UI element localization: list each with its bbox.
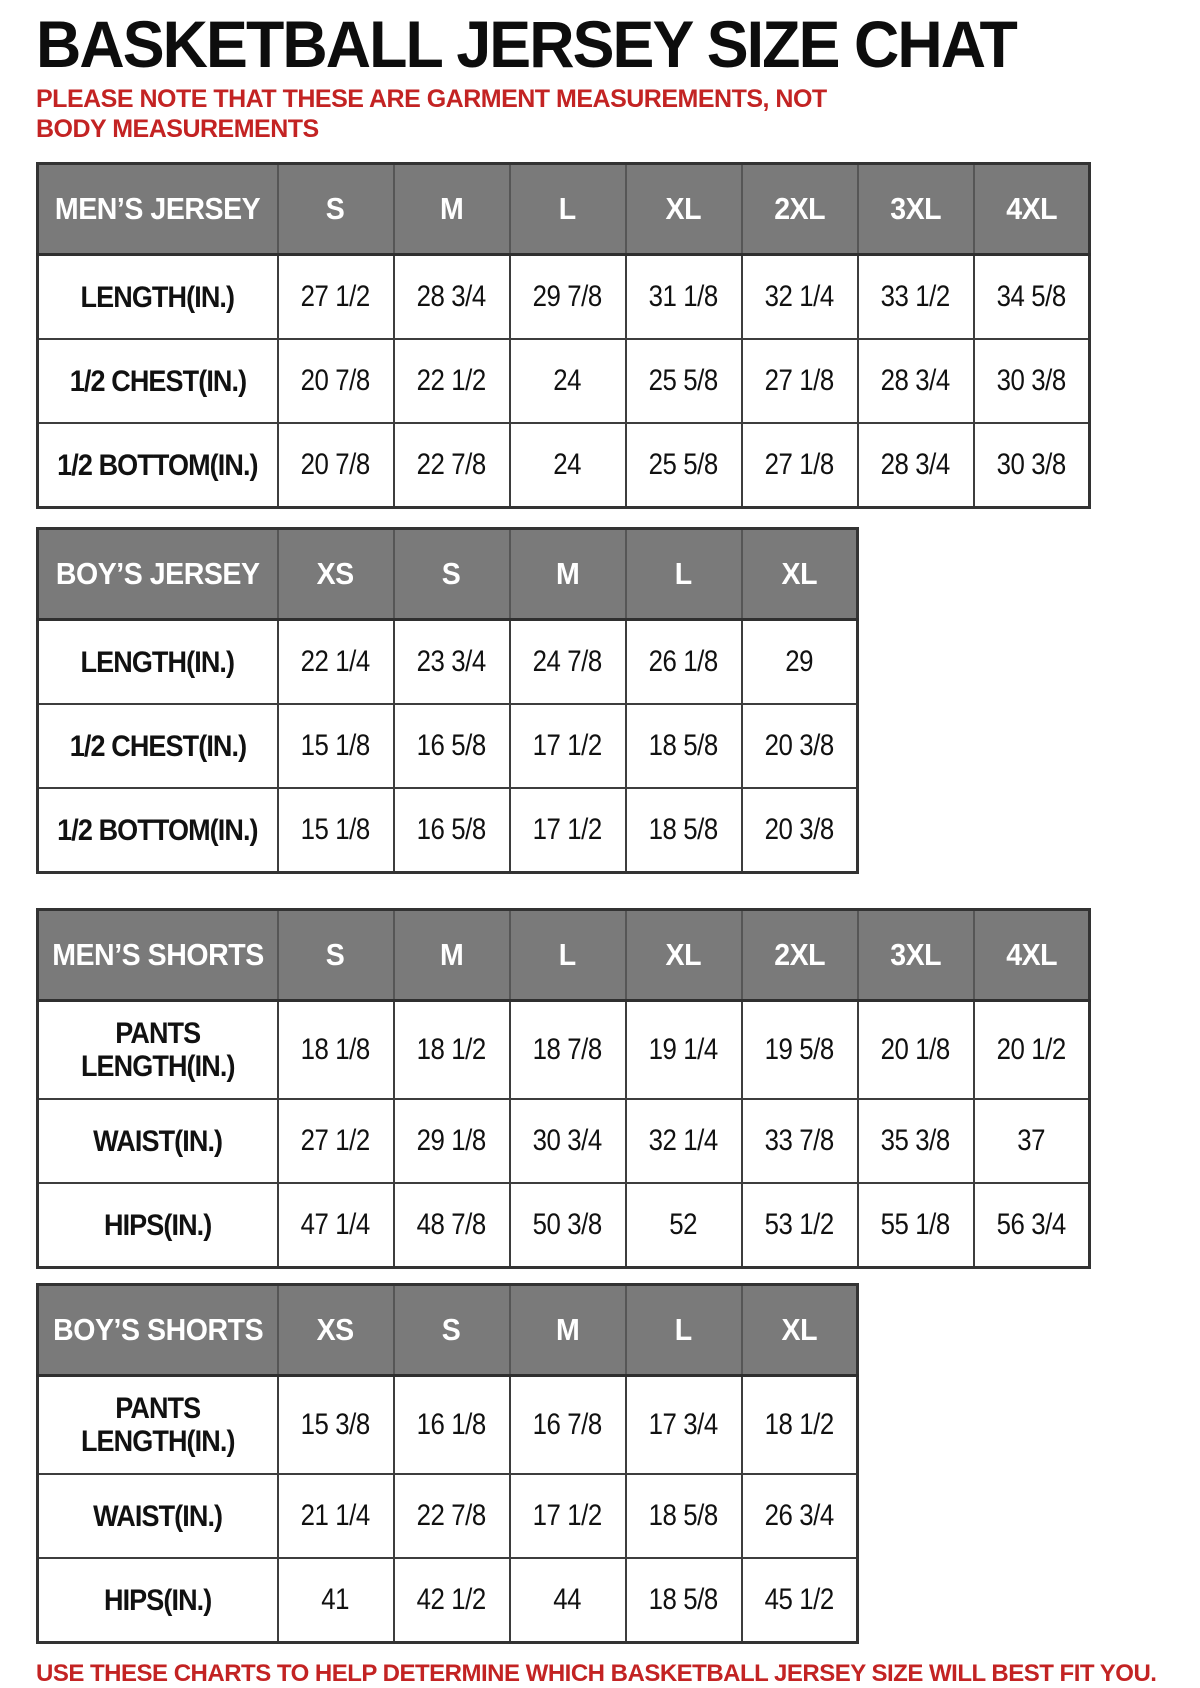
measurement-label: HIPS(IN.) bbox=[104, 1208, 212, 1242]
mens-shorts-size-header-3xl bbox=[858, 910, 974, 1001]
measurement-label: HIPS(IN.) bbox=[104, 1583, 212, 1617]
measurement-value: 17 1/2 bbox=[532, 1499, 603, 1533]
size-header-label: 2XL bbox=[774, 937, 825, 973]
mens-shorts-value-0-6 bbox=[974, 1001, 1090, 1100]
mens-jersey-value-0-1 bbox=[394, 255, 510, 340]
measurement-value: 33 1/2 bbox=[880, 280, 951, 314]
measurement-value: 27 1/8 bbox=[764, 364, 835, 398]
boys-shorts-table-section bbox=[36, 1283, 1200, 1644]
measurement-value: 27 1/2 bbox=[300, 280, 371, 314]
mens-jersey-value-2-1 bbox=[394, 423, 510, 508]
measurement-label: PANTS LENGTH(IN.) bbox=[80, 1017, 235, 1084]
measurement-value: 30 3/8 bbox=[996, 448, 1066, 482]
mens-jersey-value-1-0 bbox=[278, 339, 394, 423]
mens-jersey-value-0-6 bbox=[974, 255, 1090, 340]
size-header-label: XS bbox=[316, 1312, 355, 1348]
mens-jersey-value-2-3 bbox=[626, 423, 742, 508]
measurement-value: 18 5/8 bbox=[648, 1499, 719, 1533]
mens-jersey-value-2-5 bbox=[858, 423, 974, 508]
mens-jersey-value-1-1 bbox=[394, 339, 510, 423]
mens-shorts-value-2-2 bbox=[510, 1183, 626, 1268]
boys-jersey-value-2-3 bbox=[626, 788, 742, 873]
mens-shorts-value-2-3 bbox=[626, 1183, 742, 1268]
measurement-value: 27 1/8 bbox=[764, 448, 835, 482]
boys-jersey-name-cell bbox=[38, 529, 278, 620]
mens-shorts-size-header-l bbox=[510, 910, 626, 1001]
mens-jersey-row-2 bbox=[38, 423, 1090, 508]
mens-shorts-value-2-1 bbox=[394, 1183, 510, 1268]
measurement-value: 22 1/4 bbox=[300, 645, 371, 679]
mens-shorts-value-1-1 bbox=[394, 1099, 510, 1183]
mens-shorts-name-cell bbox=[38, 910, 278, 1001]
measurement-value: 32 1/4 bbox=[764, 280, 835, 314]
measurement-value: 19 5/8 bbox=[764, 1033, 835, 1067]
mens-jersey-table-section bbox=[36, 162, 1200, 509]
measurement-value: 28 3/4 bbox=[880, 364, 951, 398]
measurement-value: 15 1/8 bbox=[300, 729, 371, 763]
measurement-value: 18 5/8 bbox=[648, 813, 719, 847]
boys-shorts-header-row bbox=[38, 1285, 858, 1376]
mens-shorts-value-0-3 bbox=[626, 1001, 742, 1100]
size-header-label: XL bbox=[665, 191, 702, 227]
measurement-value: 28 3/4 bbox=[880, 448, 951, 482]
row-label-cell bbox=[38, 1183, 278, 1268]
boys-jersey-value-0-0 bbox=[278, 620, 394, 705]
size-header-label: L bbox=[675, 1312, 692, 1348]
boys-shorts-value-1-2 bbox=[510, 1474, 626, 1558]
table-title-label: MEN’S SHORTS bbox=[51, 937, 264, 973]
measurement-label: WAIST(IN.) bbox=[93, 1499, 223, 1533]
mens-shorts-row-2 bbox=[38, 1183, 1090, 1268]
boys-jersey-size-header-m bbox=[510, 529, 626, 620]
measurement-value: 25 5/8 bbox=[648, 448, 719, 482]
mens-shorts-value-1-0 bbox=[278, 1099, 394, 1183]
row-label-cell bbox=[38, 423, 278, 508]
boys-jersey-value-2-0 bbox=[278, 788, 394, 873]
measurement-value: 18 5/8 bbox=[648, 729, 719, 763]
measurement-value: 29 1/8 bbox=[416, 1124, 487, 1158]
mens-jersey-size-header-l bbox=[510, 164, 626, 255]
measurement-value: 25 5/8 bbox=[648, 364, 719, 398]
boys-jersey-value-2-4 bbox=[742, 788, 858, 873]
boys-shorts-value-1-0 bbox=[278, 1474, 394, 1558]
boys-shorts-value-2-4 bbox=[742, 1558, 858, 1643]
boys-shorts-value-0-3 bbox=[626, 1376, 742, 1475]
boys-shorts-value-0-4 bbox=[742, 1376, 858, 1475]
mens-jersey-value-1-4 bbox=[742, 339, 858, 423]
size-header-label: XL bbox=[781, 556, 818, 592]
measurement-value: 17 1/2 bbox=[532, 729, 603, 763]
measurement-value: 16 5/8 bbox=[416, 813, 487, 847]
measurement-value: 20 7/8 bbox=[300, 364, 371, 398]
mens-shorts-value-1-3 bbox=[626, 1099, 742, 1183]
mens-shorts-value-0-4 bbox=[742, 1001, 858, 1100]
measurement-label: 1/2 CHEST(IN.) bbox=[69, 729, 246, 763]
measurement-value: 15 1/8 bbox=[300, 813, 371, 847]
measurement-value: 19 1/4 bbox=[648, 1033, 719, 1067]
measurement-value: 24 7/8 bbox=[532, 645, 603, 679]
mens-jersey-size-header-s bbox=[278, 164, 394, 255]
mens-shorts-value-2-0 bbox=[278, 1183, 394, 1268]
measurement-value: 44 bbox=[553, 1583, 582, 1617]
table-title-label: BOY’S SHORTS bbox=[52, 1312, 263, 1348]
mens-shorts-value-0-1 bbox=[394, 1001, 510, 1100]
row-label-cell bbox=[38, 620, 278, 705]
mens-jersey-row-1 bbox=[38, 339, 1090, 423]
mens-shorts-row-1 bbox=[38, 1099, 1090, 1183]
mens-shorts-value-1-2 bbox=[510, 1099, 626, 1183]
row-label-cell bbox=[38, 339, 278, 423]
measurement-value: 34 5/8 bbox=[996, 280, 1066, 314]
boys-shorts-table bbox=[36, 1283, 859, 1644]
boys-shorts-value-2-3 bbox=[626, 1558, 742, 1643]
row-label-cell bbox=[38, 1376, 278, 1475]
measurement-label: LENGTH(IN.) bbox=[80, 280, 235, 314]
boys-jersey-value-0-4 bbox=[742, 620, 858, 705]
boys-shorts-row-2 bbox=[38, 1558, 858, 1643]
measurement-value: 20 3/8 bbox=[764, 813, 834, 847]
mens-jersey-size-header-4xl bbox=[974, 164, 1090, 255]
mens-shorts-header-row bbox=[38, 910, 1090, 1001]
measurement-value: 33 7/8 bbox=[764, 1124, 835, 1158]
mens-shorts-size-header-m bbox=[394, 910, 510, 1001]
measurement-value: 18 5/8 bbox=[648, 1583, 719, 1617]
measurement-value: 29 7/8 bbox=[532, 280, 603, 314]
mens-jersey-value-2-2 bbox=[510, 423, 626, 508]
size-header-label: 3XL bbox=[890, 191, 941, 227]
size-header-label: 3XL bbox=[890, 937, 941, 973]
size-header-label: XS bbox=[316, 556, 355, 592]
table-title-label: BOY’S JERSEY bbox=[55, 556, 260, 592]
measurement-value: 18 1/2 bbox=[416, 1033, 487, 1067]
mens-jersey-value-0-5 bbox=[858, 255, 974, 340]
boys-shorts-value-0-2 bbox=[510, 1376, 626, 1475]
page-title: BASKETBALL JERSEY SIZE CHAT bbox=[36, 7, 1016, 81]
measurement-value: 22 1/2 bbox=[416, 364, 487, 398]
boys-shorts-value-0-1 bbox=[394, 1376, 510, 1475]
boys-jersey-size-header-xl bbox=[742, 529, 858, 620]
size-header-label: S bbox=[326, 191, 345, 227]
row-label-cell bbox=[38, 788, 278, 873]
boys-shorts-value-2-2 bbox=[510, 1558, 626, 1643]
measurement-value: 24 bbox=[553, 364, 582, 398]
measurement-value: 56 3/4 bbox=[996, 1208, 1066, 1242]
measurement-value: 22 7/8 bbox=[416, 1499, 487, 1533]
boys-shorts-row-0 bbox=[38, 1376, 858, 1475]
measurement-value: 20 1/2 bbox=[996, 1033, 1066, 1067]
size-header-label: M bbox=[439, 191, 464, 227]
measurement-value: 20 7/8 bbox=[300, 448, 371, 482]
row-label-cell bbox=[38, 1558, 278, 1643]
mens-shorts-table-section bbox=[36, 908, 1200, 1269]
row-label-cell bbox=[38, 255, 278, 340]
size-header-label: L bbox=[559, 191, 576, 227]
mens-jersey-size-header-xl bbox=[626, 164, 742, 255]
boys-shorts-size-header-l bbox=[626, 1285, 742, 1376]
garment-measurement-note: PLEASE NOTE THAT THESE ARE GARMENT MEASUREMENTS, NOT BODY MEASUREMENTS bbox=[36, 85, 827, 143]
boys-jersey-size-header-l bbox=[626, 529, 742, 620]
measurement-value: 48 7/8 bbox=[416, 1208, 487, 1242]
size-header-label: L bbox=[675, 556, 692, 592]
size-header-label: 2XL bbox=[774, 191, 825, 227]
measurement-value: 16 1/8 bbox=[416, 1408, 487, 1442]
mens-jersey-value-0-3 bbox=[626, 255, 742, 340]
measurement-value: 30 3/4 bbox=[532, 1124, 603, 1158]
measurement-label: 1/2 BOTTOM(IN.) bbox=[57, 813, 259, 847]
mens-jersey-table bbox=[36, 162, 1091, 509]
boys-jersey-table bbox=[36, 527, 859, 874]
measurement-value: 32 1/4 bbox=[648, 1124, 719, 1158]
measurement-value: 52 bbox=[669, 1208, 698, 1242]
mens-jersey-size-header-m bbox=[394, 164, 510, 255]
measurement-value: 27 1/2 bbox=[300, 1124, 371, 1158]
measurement-value: 20 1/8 bbox=[880, 1033, 951, 1067]
mens-jersey-value-1-6 bbox=[974, 339, 1090, 423]
boys-jersey-value-1-3 bbox=[626, 704, 742, 788]
boys-shorts-value-1-1 bbox=[394, 1474, 510, 1558]
measurement-label: 1/2 BOTTOM(IN.) bbox=[57, 448, 259, 482]
mens-shorts-value-0-2 bbox=[510, 1001, 626, 1100]
measurement-value: 16 5/8 bbox=[416, 729, 487, 763]
boys-shorts-value-0-0 bbox=[278, 1376, 394, 1475]
mens-shorts-size-header-4xl bbox=[974, 910, 1090, 1001]
mens-shorts-size-header-2xl bbox=[742, 910, 858, 1001]
mens-jersey-value-1-3 bbox=[626, 339, 742, 423]
mens-jersey-value-0-4 bbox=[742, 255, 858, 340]
size-header-label: 4XL bbox=[1005, 191, 1057, 227]
row-label-cell bbox=[38, 1474, 278, 1558]
row-label-cell bbox=[38, 1099, 278, 1183]
boys-jersey-value-2-2 bbox=[510, 788, 626, 873]
measurement-value: 18 1/8 bbox=[300, 1033, 371, 1067]
boys-shorts-row-1 bbox=[38, 1474, 858, 1558]
boys-shorts-value-2-1 bbox=[394, 1558, 510, 1643]
size-header-label: XL bbox=[665, 937, 702, 973]
boys-shorts-value-1-4 bbox=[742, 1474, 858, 1558]
measurement-label: WAIST(IN.) bbox=[93, 1124, 223, 1158]
boys-jersey-row-0 bbox=[38, 620, 858, 705]
mens-jersey-size-header-2xl bbox=[742, 164, 858, 255]
size-header-label: S bbox=[442, 1312, 461, 1348]
measurement-value: 17 1/2 bbox=[532, 813, 603, 847]
boys-shorts-value-1-3 bbox=[626, 1474, 742, 1558]
boys-jersey-row-1 bbox=[38, 704, 858, 788]
fit-advice-note: USE THESE CHARTS TO HELP DETERMINE WHICH BASKETBALL JERSEY SIZE WILL BEST FIT YOU. bbox=[36, 1660, 1157, 1688]
mens-shorts-value-2-5 bbox=[858, 1183, 974, 1268]
mens-shorts-value-2-4 bbox=[742, 1183, 858, 1268]
boys-jersey-table-section bbox=[36, 527, 1200, 874]
measurement-value: 24 bbox=[553, 448, 582, 482]
measurement-value: 55 1/8 bbox=[880, 1208, 951, 1242]
measurement-value: 26 3/4 bbox=[764, 1499, 834, 1533]
measurement-value: 26 1/8 bbox=[648, 645, 719, 679]
measurement-value: 53 1/2 bbox=[764, 1208, 835, 1242]
boys-shorts-size-header-m bbox=[510, 1285, 626, 1376]
mens-shorts-size-header-s bbox=[278, 910, 394, 1001]
measurement-value: 45 1/2 bbox=[764, 1583, 834, 1617]
size-header-label: M bbox=[555, 556, 580, 592]
table-title-label: MEN’S JERSEY bbox=[55, 191, 261, 227]
boys-jersey-value-0-2 bbox=[510, 620, 626, 705]
measurement-label: PANTS LENGTH(IN.) bbox=[80, 1392, 235, 1459]
mens-shorts-value-2-6 bbox=[974, 1183, 1090, 1268]
mens-jersey-header-row bbox=[38, 164, 1090, 255]
mens-shorts-row-0 bbox=[38, 1001, 1090, 1100]
boys-jersey-value-0-3 bbox=[626, 620, 742, 705]
size-header-label: S bbox=[442, 556, 461, 592]
measurement-value: 31 1/8 bbox=[648, 280, 719, 314]
boys-shorts-size-header-xl bbox=[742, 1285, 858, 1376]
boys-jersey-value-1-1 bbox=[394, 704, 510, 788]
measurement-label: 1/2 CHEST(IN.) bbox=[69, 364, 246, 398]
measurement-value: 35 3/8 bbox=[880, 1124, 951, 1158]
boys-shorts-size-header-xs bbox=[278, 1285, 394, 1376]
measurement-value: 37 bbox=[1017, 1124, 1046, 1158]
mens-shorts-value-0-0 bbox=[278, 1001, 394, 1100]
size-header-label: L bbox=[559, 937, 576, 973]
mens-jersey-value-2-6 bbox=[974, 423, 1090, 508]
measurement-value: 18 7/8 bbox=[532, 1033, 603, 1067]
measurement-value: 41 bbox=[321, 1583, 350, 1617]
size-header-label: M bbox=[555, 1312, 580, 1348]
mens-shorts-value-1-6 bbox=[974, 1099, 1090, 1183]
measurement-value: 42 1/2 bbox=[416, 1583, 487, 1617]
mens-shorts-value-1-4 bbox=[742, 1099, 858, 1183]
size-header-label: XL bbox=[781, 1312, 818, 1348]
boys-shorts-size-header-s bbox=[394, 1285, 510, 1376]
row-label-cell bbox=[38, 704, 278, 788]
measurement-value: 29 bbox=[785, 645, 814, 679]
boys-jersey-row-2 bbox=[38, 788, 858, 873]
mens-jersey-size-header-3xl bbox=[858, 164, 974, 255]
mens-jersey-value-0-0 bbox=[278, 255, 394, 340]
mens-jersey-value-0-2 bbox=[510, 255, 626, 340]
mens-shorts-value-1-5 bbox=[858, 1099, 974, 1183]
boys-shorts-name-cell bbox=[38, 1285, 278, 1376]
measurement-value: 22 7/8 bbox=[416, 448, 487, 482]
mens-jersey-value-2-0 bbox=[278, 423, 394, 508]
boys-jersey-size-header-xs bbox=[278, 529, 394, 620]
measurement-value: 47 1/4 bbox=[300, 1208, 371, 1242]
measurement-value: 15 3/8 bbox=[300, 1408, 371, 1442]
measurement-value: 17 3/4 bbox=[648, 1408, 719, 1442]
measurement-value: 50 3/8 bbox=[532, 1208, 603, 1242]
boys-jersey-value-1-0 bbox=[278, 704, 394, 788]
boys-shorts-value-2-0 bbox=[278, 1558, 394, 1643]
measurement-label: LENGTH(IN.) bbox=[80, 645, 235, 679]
boys-jersey-value-2-1 bbox=[394, 788, 510, 873]
measurement-value: 23 3/4 bbox=[416, 645, 487, 679]
size-header-label: 4XL bbox=[1005, 937, 1057, 973]
boys-jersey-size-header-s bbox=[394, 529, 510, 620]
measurement-value: 20 3/8 bbox=[764, 729, 834, 763]
boys-jersey-value-1-4 bbox=[742, 704, 858, 788]
boys-jersey-value-1-2 bbox=[510, 704, 626, 788]
size-header-label: S bbox=[326, 937, 345, 973]
row-label-cell bbox=[38, 1001, 278, 1100]
mens-jersey-value-2-4 bbox=[742, 423, 858, 508]
boys-jersey-header-row bbox=[38, 529, 858, 620]
size-header-label: M bbox=[439, 937, 464, 973]
measurement-value: 18 1/2 bbox=[764, 1408, 834, 1442]
mens-shorts-value-0-5 bbox=[858, 1001, 974, 1100]
mens-shorts-table bbox=[36, 908, 1091, 1269]
boys-jersey-value-0-1 bbox=[394, 620, 510, 705]
measurement-value: 21 1/4 bbox=[300, 1499, 371, 1533]
mens-shorts-size-header-xl bbox=[626, 910, 742, 1001]
measurement-value: 16 7/8 bbox=[532, 1408, 603, 1442]
measurement-value: 28 3/4 bbox=[416, 280, 487, 314]
mens-jersey-name-cell bbox=[38, 164, 278, 255]
mens-jersey-value-1-5 bbox=[858, 339, 974, 423]
mens-jersey-value-1-2 bbox=[510, 339, 626, 423]
mens-jersey-row-0 bbox=[38, 255, 1090, 340]
measurement-value: 30 3/8 bbox=[996, 364, 1066, 398]
